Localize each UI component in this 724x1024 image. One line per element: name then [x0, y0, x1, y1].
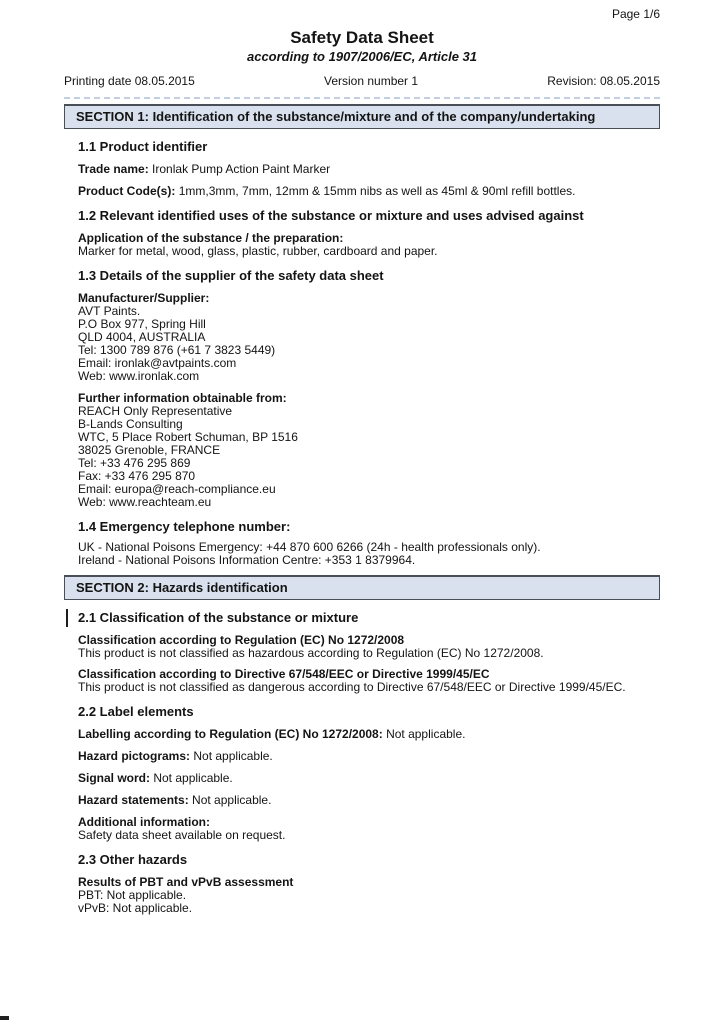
- product-code-row: [78, 185, 660, 198]
- clp-classification-block: [78, 634, 660, 660]
- page-content: [64, 8, 660, 915]
- signal-word-row: [78, 772, 660, 785]
- vpvb-line: vPvB: Not applicable.: [78, 901, 193, 915]
- further-info-line: Tel: +33 476 295 869: [78, 456, 191, 470]
- heading-1-4: 1.4 Emergency telephone number:: [78, 519, 291, 534]
- printing-date: Printing date 08.05.2015: [64, 74, 195, 88]
- emergency-line: UK - National Poisons Emergency: +44 870 600 6266 (24h - health professionals only).: [78, 540, 541, 554]
- manufacturer-line: Email: ironlak@avtpaints.com: [78, 356, 237, 370]
- further-info-line: Fax: +33 476 295 870: [78, 469, 196, 483]
- further-info-line: REACH Only Representative: [78, 404, 233, 418]
- manufacturer-line: Tel: 1300 789 876 (+61 7 3823 5449): [78, 343, 276, 357]
- section-1-header: SECTION 1: Identification of the substance/mixture and of the company/undertaking: [64, 104, 660, 129]
- emergency-block: [78, 541, 660, 567]
- dsd-classification-label: Classification according to Directive 67/548/EEC or Directive 1999/45/EC: [78, 667, 490, 681]
- further-info-line: WTC, 5 Place Robert Schuman, BP 1516: [78, 430, 298, 444]
- heading-2-1: [78, 610, 660, 625]
- pbt-assessment-block: [78, 876, 660, 915]
- application-block: [78, 232, 660, 258]
- emergency-line: Ireland - National Poisons Information Centre: +353 1 8379964.: [78, 553, 416, 567]
- manufacturer-line: Web: www.ironlak.com: [78, 369, 200, 383]
- labelling-label: Labelling according to Regulation (EC) No 1272/2008:: [78, 727, 383, 741]
- manufacturer-line: P.O Box 977, Spring Hill: [78, 317, 206, 331]
- revision-date: Revision: 08.05.2015: [547, 74, 660, 88]
- signal-word-label: Signal word:: [78, 771, 150, 785]
- heading-2-1-text: 2.1 Classification of the substance or mixture: [78, 610, 359, 625]
- product-code-value: 1mm,3mm, 7mm, 12mm & 15mm nibs as well as 45ml & 90ml refill bottles.: [178, 184, 576, 198]
- section-2-body: [64, 610, 660, 915]
- trade-name-row: [78, 163, 660, 176]
- trade-name-value: Ironlak Pump Action Paint Marker: [152, 162, 331, 176]
- document-meta-row: [64, 75, 660, 88]
- clp-classification-label: Classification according to Regulation (EC) No 1272/2008: [78, 633, 405, 647]
- section-1-body: [64, 139, 660, 567]
- trade-name-label: Trade name:: [78, 162, 149, 176]
- additional-info-block: [78, 816, 660, 842]
- additional-info-label: Additional information:: [78, 815, 210, 829]
- heading-2-3: 2.3 Other hazards: [78, 852, 188, 867]
- hazard-pictograms-row: [78, 750, 660, 763]
- manufacturer-line: AVT Paints.: [78, 304, 141, 318]
- heading-1-2: 1.2 Relevant identified uses of the substance or mixture and uses advised against: [78, 208, 584, 223]
- pbt-line: PBT: Not applicable.: [78, 888, 187, 902]
- hazard-statements-row: [78, 794, 660, 807]
- hazard-pictograms-value: Not applicable.: [193, 749, 273, 763]
- application-label: Application of the substance / the preparation:: [78, 231, 344, 245]
- revision-change-bar: [66, 609, 68, 627]
- clp-classification-value: This product is not classified as hazardous according to Regulation (EC) No 1272/2008.: [78, 646, 544, 660]
- heading-2-2: 2.2 Label elements: [78, 704, 194, 719]
- additional-info-value: Safety data sheet available on request.: [78, 828, 286, 842]
- dsd-classification-value: This product is not classified as dangerous according to Directive 67/548/EEC or Directive 1999/45/EC.: [78, 680, 626, 694]
- section-2-header: SECTION 2: Hazards identification: [64, 575, 660, 600]
- heading-1-1: 1.1 Product identifier: [78, 139, 208, 154]
- heading-1-3: 1.3 Details of the supplier of the safety data sheet: [78, 268, 384, 283]
- further-info-line: Web: www.reachteam.eu: [78, 495, 212, 509]
- hazard-pictograms-label: Hazard pictograms:: [78, 749, 191, 763]
- signal-word-value: Not applicable.: [153, 771, 233, 785]
- manufacturer-line: QLD 4004, AUSTRALIA: [78, 330, 206, 344]
- application-value: Marker for metal, wood, glass, plastic, rubber, cardboard and paper.: [78, 244, 438, 258]
- further-info-line: Email: europa@reach-compliance.eu: [78, 482, 276, 496]
- labelling-row: [78, 728, 660, 741]
- product-code-label: Product Code(s):: [78, 184, 176, 198]
- labelling-value: Not applicable.: [386, 727, 466, 741]
- dsd-classification-block: [78, 668, 660, 694]
- header-separator-line: [64, 97, 660, 99]
- further-info-label: Further information obtainable from:: [78, 391, 287, 405]
- version-number: Version number 1: [323, 74, 419, 88]
- further-info-line: B-Lands Consulting: [78, 417, 183, 431]
- document-subtitle: according to 1907/2006/EC, Article 31: [246, 49, 477, 64]
- hazard-statements-value: Not applicable.: [192, 793, 272, 807]
- page-number: Page 1/6: [611, 7, 660, 21]
- manufacturer-block: [78, 292, 660, 383]
- further-info-block: [78, 392, 660, 509]
- document-title: Safety Data Sheet: [290, 28, 434, 47]
- hazard-statements-label: Hazard statements:: [78, 793, 189, 807]
- further-info-line: 38025 Grenoble, FRANCE: [78, 443, 221, 457]
- scan-artifact: [0, 1016, 9, 1020]
- manufacturer-label: Manufacturer/Supplier:: [78, 291, 210, 305]
- pbt-assessment-heading: Results of PBT and vPvB assessment: [78, 875, 294, 889]
